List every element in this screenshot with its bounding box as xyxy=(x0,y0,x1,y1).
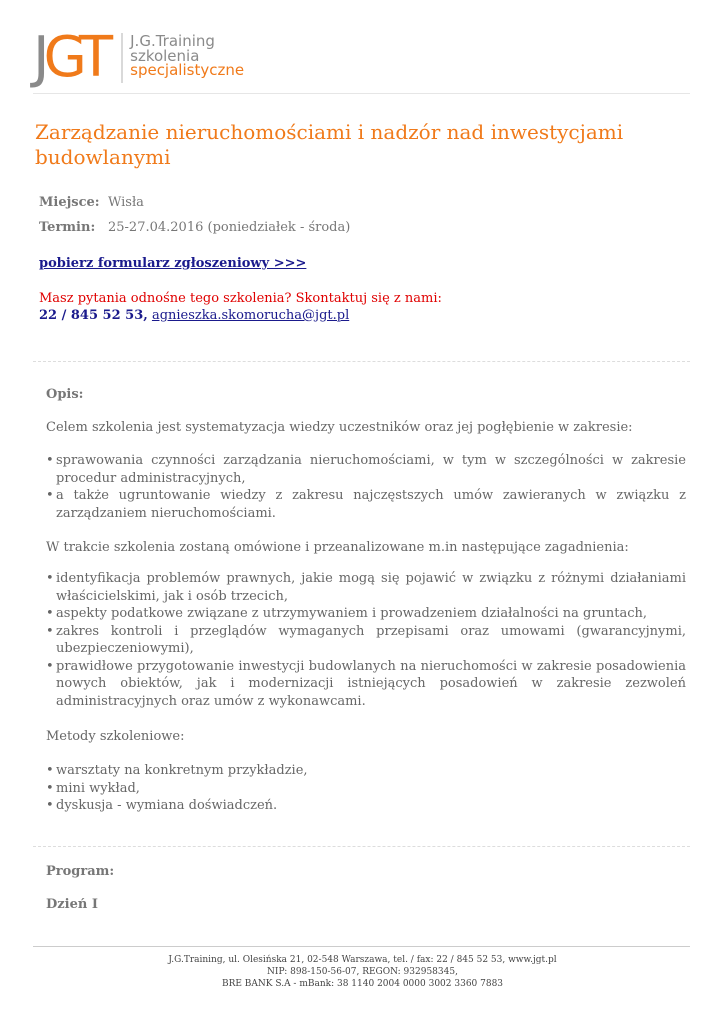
logo-letter-j: J xyxy=(33,25,44,90)
logo-mark xyxy=(33,25,108,90)
date-value: 25-27.04.2016 (poniedziałek - środa) xyxy=(108,220,351,235)
list-item: • mini wykład, xyxy=(46,780,686,798)
topics-list xyxy=(46,570,686,710)
course-title: Zarządzanie nieruchomościami i nadzór nad inwestycjami budowlanymi xyxy=(35,120,624,169)
methods-intro xyxy=(46,728,686,746)
contact-block xyxy=(39,290,442,324)
topics-intro-text: W trakcie szkolenia zostaną omówione i przeanalizowane m.in następujące zagadnienia: xyxy=(46,540,629,555)
footer-bank: BRE BANK S.A - mBank: 38 1140 2004 0000 3002 3360 7883 xyxy=(221,979,504,989)
program-heading-text: Program: xyxy=(46,864,115,879)
list-item: • sprawowania czynności zarządzania nieruchomościami, w tym w szczególności w zakresie procedur administracyjnych, xyxy=(46,452,686,487)
logo-divider xyxy=(121,33,123,83)
logo-text xyxy=(130,34,244,78)
contact-phone: 22 / 845 52 53, xyxy=(39,308,148,323)
place-value: Wisła xyxy=(108,195,144,210)
program-day-text: Dzień I xyxy=(46,897,98,912)
program-heading xyxy=(46,863,686,881)
logo-letters-gt: GT xyxy=(43,25,108,90)
list-item: • zakres kontroli i przeglądów wymaganych przepisami oraz umowami (gwarancyjnymi, ubezpieczeniowymi), xyxy=(46,623,686,658)
place-row xyxy=(39,195,144,210)
page-footer xyxy=(0,954,725,990)
section-divider xyxy=(33,846,690,847)
footer-divider xyxy=(33,946,690,947)
header-divider xyxy=(33,93,690,94)
footer-address: J.G.Training, ul. Olesińska 21, 02-548 Warszawa, tel. / fax: 22 / 845 52 53, www.jgt.pl xyxy=(168,955,557,965)
registration-form-link[interactable]: pobierz formularz zgłoszeniowy >>> xyxy=(39,256,307,271)
description-heading-text: Opis: xyxy=(46,387,84,402)
company-logo xyxy=(33,25,245,90)
topics-intro xyxy=(46,539,686,557)
place-label: Miejsce: xyxy=(39,195,100,210)
list-item: • identyfikacja problemów prawnych, jakie mogą się pojawić w związku z różnymi działaniami właścicielskimi, jak i osób trzecich, xyxy=(46,570,686,605)
program-day xyxy=(46,896,686,914)
methods-intro-text: Metody szkoleniowe: xyxy=(46,729,185,744)
date-row xyxy=(39,220,350,235)
list-item: • dyskusja - wymiana doświadczeń. xyxy=(46,797,686,815)
list-item: • a także ugruntowanie wiedzy z zakresu najczęstszych umów zawieranych w związku z zarządzaniem nieruchomościami. xyxy=(46,487,686,522)
description-heading xyxy=(46,386,686,404)
list-item: • prawidłowe przygotowanie inwestycji budowlanych na nieruchomości w zakresie posadowienia nowych obiektów, jak i modernizacji istniejących posadowień w zakresie zezwoleń administracyjnych oraz umów z wykonawcami. xyxy=(46,658,686,711)
contact-question: Masz pytania odnośne tego szkolenia? Skontaktuj się z nami: xyxy=(39,291,442,306)
contact-email-link[interactable]: agnieszka.skomorucha@jgt.pl xyxy=(151,308,350,323)
section-divider xyxy=(33,361,690,362)
footer-tax-ids: NIP: 898-150-56-07, REGON: 932958345, xyxy=(267,967,458,977)
list-item: • aspekty podatkowe związane z utrzymywaniem i prowadzeniem działalności na gruntach, xyxy=(46,605,686,623)
goals-list xyxy=(46,452,686,522)
description-intro xyxy=(46,419,686,437)
logo-tagline-2: specjalistyczne xyxy=(130,61,245,79)
logo-company-name: J.G.Training xyxy=(130,32,215,50)
list-item: • warsztaty na konkretnym przykładzie, xyxy=(46,762,686,780)
date-label: Termin: xyxy=(39,220,96,235)
methods-list xyxy=(46,762,686,815)
description-intro-text: Celem szkolenia jest systematyzacja wiedzy uczestników oraz jej pogłębienie w zakresie: xyxy=(46,420,633,435)
logo-tagline-1: szkolenia xyxy=(130,46,200,65)
